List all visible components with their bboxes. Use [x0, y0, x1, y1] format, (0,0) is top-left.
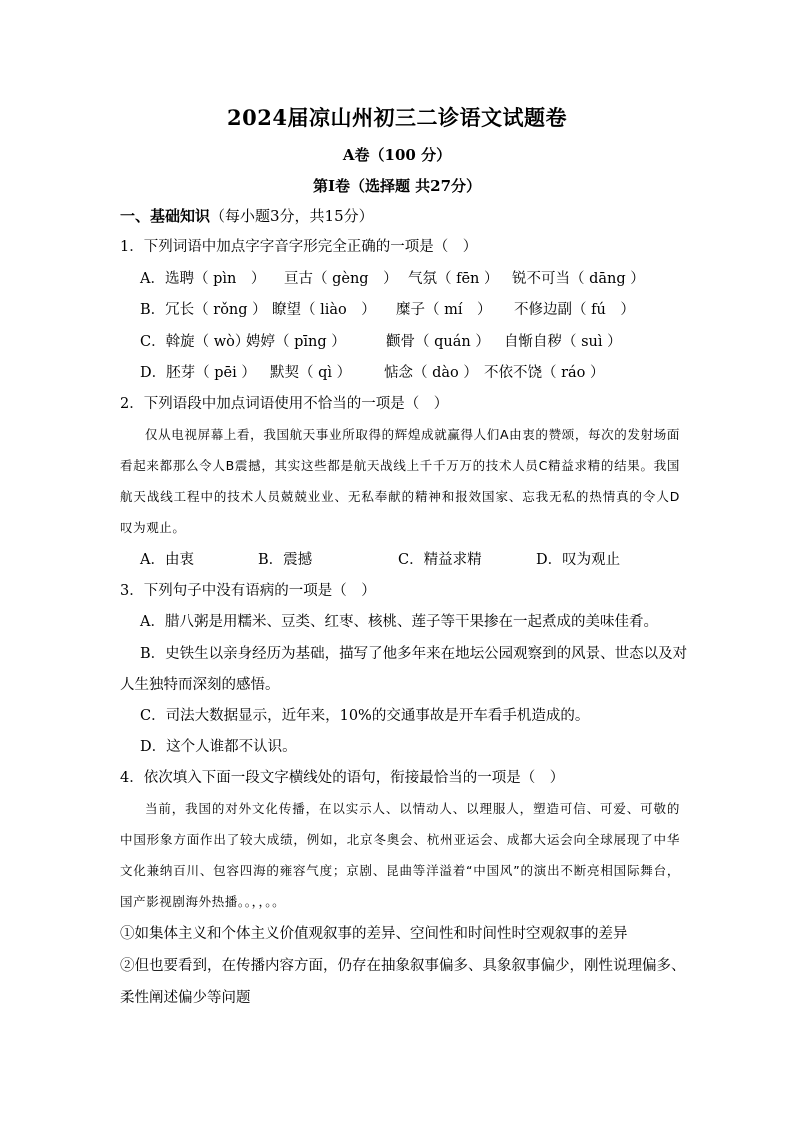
q2-option-a: A．由衷	[140, 552, 194, 568]
q2-option-c: C．精益求精	[398, 552, 482, 568]
part-heading: 第Ⅰ卷（选择题 共27分）	[312, 177, 482, 195]
q2-option-d: D．叹为观止	[536, 552, 621, 568]
q1-option-b-1: B．冗长（ rǒng ）	[140, 302, 267, 318]
exam-title: 2024届凉山州初三二诊语文试题卷	[227, 105, 567, 130]
q2-passage	[120, 419, 680, 543]
q1-option-b-4: 不修边副（ fú ）	[514, 302, 635, 318]
q1-option-d-1: D．胚芽（ pēi ）	[140, 365, 256, 381]
q4-item-2-line1: ②但也要看到，在传播内容方面，仍存在抽象叙事偏多、具象叙事偏少，刚性说理偏多、	[120, 958, 686, 974]
section-heading-bold: 一、基础知识	[120, 207, 211, 225]
q1-option-d-4: 不依不饶（ ráo ）	[484, 365, 605, 381]
q1-option-b-2: 瞭望（ liào ）	[272, 302, 376, 318]
q1-option-c-1: C．斡旋（ wò）	[140, 334, 250, 350]
q4-item-2-line2: 柔性阐述偏少等问题	[120, 990, 251, 1006]
q1-option-a-3: 气氛（ fēn ）	[408, 271, 499, 287]
q1-option-d-2: 默契（ qì ）	[270, 365, 352, 381]
q4-item-1: ①如集体主义和个体主义价值观叙事的差异、空间性和时间性时空观叙事的差异	[120, 926, 628, 942]
q1-option-b-3: 糜子（ mí ）	[396, 302, 492, 318]
q1-option-c-2: 娉婷（ pīng ）	[246, 334, 346, 350]
question-4-stem: 4．依次填入下面一段文字横线处的语句，衔接最恰当的一项是（ ）	[120, 770, 565, 786]
question-1-stem: 1．下列词语中加点字字音字形完全正确的一项是（ ）	[120, 239, 478, 255]
section-heading	[120, 206, 374, 226]
question-3-stem: 3．下列句子中没有语病的一项是（ ）	[120, 583, 376, 599]
q1-option-d-3: 惦念（ dào ）	[384, 365, 478, 381]
q3-option-b-line2: 人生独特而深刻的感悟。	[120, 677, 280, 693]
q1-option-c-3: 颧骨（ quán ）	[386, 334, 490, 350]
q3-option-d: D．这个人谁都不认识。	[140, 739, 297, 755]
q4-passage-text: 当前，我国的对外文化传播，在以实示人、以情动人、以理服人，塑造可信、可爱、可敬的中国形象方面作出了较大成绩，例如，北京冬奥会、杭州亚运会、成都大运会向全球展现了中华文化兼纳百川、包容四海的雍容气度；京剧、昆曲等洋溢着“中国风”的演出不断亮相国际舞台，国产影视剧海外热播。。，，。。	[120, 801, 680, 909]
q2-option-b: B．震撼	[258, 552, 313, 568]
section-heading-note: （每小题3分，共15分）	[210, 207, 374, 225]
q3-option-b-line1: B．史铁生以亲身经历为基础，描写了他多年来在地坛公园观察到的风景、世态以及对	[140, 646, 688, 662]
q1-option-a-1: A．选聘（ pìn ）	[140, 271, 266, 287]
q3-option-c: C．司法大数据显示，近年来，10%的交通事故是开车看手机造成的。	[140, 708, 590, 724]
question-2-stem: 2．下列语段中加点词语使用不恰当的一项是（ ）	[120, 396, 449, 412]
q1-option-a-2: 亘古（ gèng ）	[284, 271, 398, 287]
q1-option-a-4: 锐不可当（ dāng ）	[512, 271, 645, 287]
q2-passage-text: 仅从电视屏幕上看，我国航天事业所取得的辉煌成就赢得人们A由衷的赞颂，每次的发射场面看起来都那么令人B震撼，其实这些都是航天战线上千千万万的技术人员C精益求精的结果。我国航天战线工程中的技术人员兢兢业业、无私奉献的精神和报效国家、忘我无私的热情真的令人D叹为观止。	[120, 427, 680, 535]
q3-option-a: A．腊八粥是用糯米、豆类、红枣、核桃、莲子等干果掺在一起煮成的美味佳肴。	[140, 614, 658, 630]
volume-heading: A卷（100 分）	[342, 146, 452, 164]
q4-passage	[120, 793, 680, 917]
q1-option-c-4: 自惭自秽（ suì ）	[504, 334, 622, 350]
